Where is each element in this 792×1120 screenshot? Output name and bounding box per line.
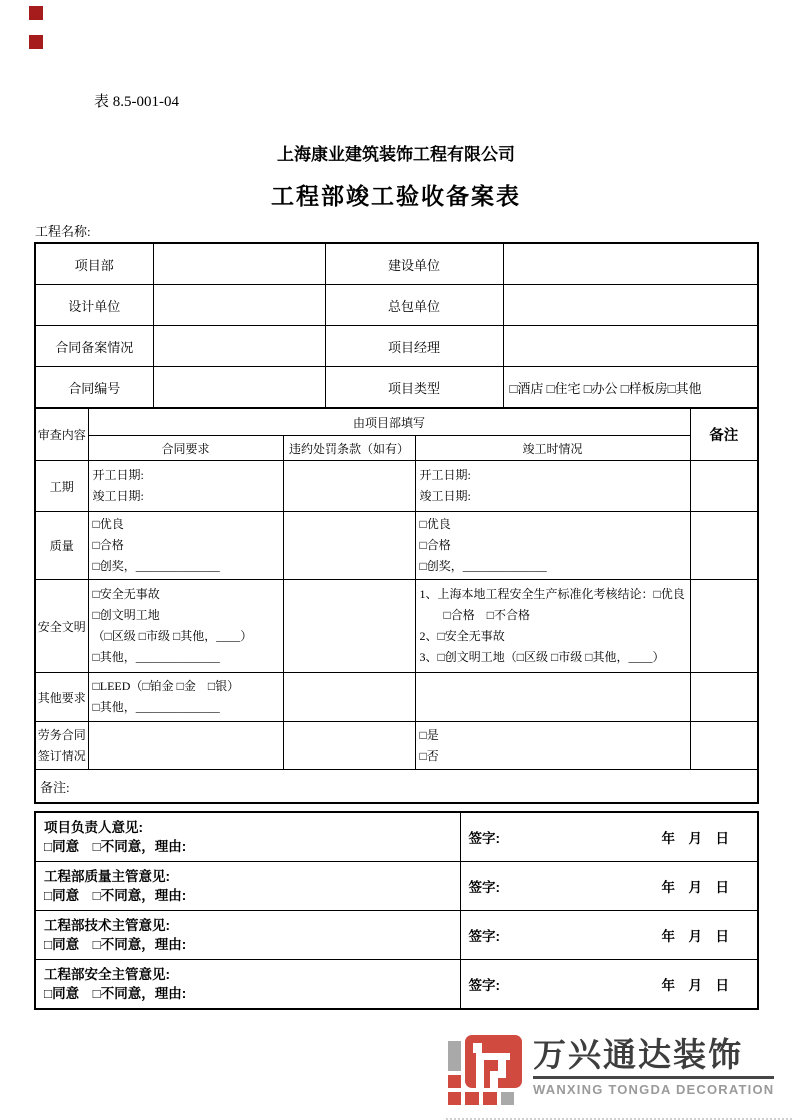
red-square-mark — [29, 6, 43, 20]
row-label: 工期 — [35, 461, 88, 512]
completion-cell — [415, 461, 690, 512]
table-row-duration — [35, 461, 758, 512]
info-value — [503, 243, 758, 285]
checkbox-option: 3、□创文明工地（□区级 □市级 □其他，____） — [419, 650, 665, 664]
checkbox-option: □创奖，______________ — [92, 559, 220, 573]
table-header-row — [35, 408, 758, 436]
signature-row — [35, 812, 758, 862]
field-line: 竣工日期: — [92, 489, 144, 503]
checkbox-option: □否 — [419, 748, 439, 763]
completion-cell — [415, 673, 690, 722]
table-row-other — [35, 673, 758, 722]
checkbox-option: □优良 — [92, 517, 124, 531]
company-title: 上海康业建筑装饰工程有限公司 — [277, 145, 515, 164]
penalty-cell — [283, 461, 415, 512]
checkbox-option: □是 — [419, 727, 439, 742]
contract-cell — [88, 461, 283, 512]
opinion-choices: □同意 □不同意，理由: — [44, 937, 187, 952]
info-value — [153, 285, 325, 326]
row-label — [35, 722, 88, 770]
sign-cell — [460, 911, 758, 960]
opinion-cell — [35, 960, 460, 1010]
table-subheader-row — [35, 436, 758, 461]
sign-label: 签字: — [468, 978, 500, 993]
checkbox-option: 1、上海本地工程安全生产标准化考核结论：□优良 — [419, 587, 685, 601]
sign-cell — [460, 862, 758, 911]
table-row-quality — [35, 512, 758, 580]
info-label: 建设单位 — [325, 243, 503, 285]
info-label: 项目部 — [35, 243, 153, 285]
contract-cell — [88, 722, 283, 770]
page-title: 工程部竣工验收备案表 — [271, 183, 521, 209]
table-row — [35, 243, 758, 285]
contract-cell — [88, 512, 283, 580]
form-code: 表 8.5-001-04 — [94, 94, 179, 110]
opinion-cell — [35, 862, 460, 911]
remark-cell — [690, 512, 758, 580]
checkbox-option: □优良 — [419, 517, 451, 531]
checkbox-option: □安全无事故 — [92, 587, 160, 601]
row-label: 质量 — [35, 512, 88, 580]
table-row — [35, 367, 758, 409]
date-label: 年 月 日 — [661, 880, 729, 895]
date-label: 年 月 日 — [661, 978, 729, 993]
checkbox-option: □合格 □不合格 — [419, 608, 530, 622]
info-label: 总包单位 — [325, 285, 503, 326]
footer-logo — [446, 1029, 792, 1120]
info-label: 合同编号 — [35, 367, 153, 409]
info-value — [503, 326, 758, 367]
row-label-line: 签订情况 — [37, 748, 86, 763]
checkbox-option: （□区级 □市级 □其他，____） — [92, 629, 253, 643]
review-table — [34, 407, 759, 804]
col-remark-header: 备注 — [690, 408, 758, 461]
penalty-cell — [283, 722, 415, 770]
opinion-choices: □同意 □不同意，理由: — [44, 986, 187, 1001]
checkbox-option: □合格 — [92, 538, 124, 552]
info-value — [153, 326, 325, 367]
row-label: 安全文明 — [35, 580, 88, 673]
contract-cell — [88, 673, 283, 722]
row-label-line: 劳务合同 — [37, 727, 86, 742]
field-line: 竣工日期: — [419, 489, 471, 503]
date-label: 年 月 日 — [661, 831, 729, 846]
info-label: 合同备案情况 — [35, 326, 153, 367]
opinion-title: 工程部质量主管意见: — [44, 869, 170, 884]
note-label: 备注: — [35, 770, 758, 804]
table-row-note — [35, 770, 758, 804]
info-label: 项目经理 — [325, 326, 503, 367]
checkbox-option: □其他，______________ — [92, 700, 220, 714]
table-row — [35, 285, 758, 326]
remark-cell — [690, 580, 758, 673]
table-row-labor — [35, 722, 758, 770]
table-row — [35, 326, 758, 367]
field-line: 开工日期: — [419, 468, 471, 482]
project-name-label: 工程名称: — [35, 224, 91, 239]
checkbox-option: □合格 — [419, 538, 451, 552]
completion-cell — [415, 580, 690, 673]
signature-row — [35, 960, 758, 1010]
red-square-mark — [29, 35, 43, 49]
signature-table — [34, 811, 759, 1010]
subheader-completion: 竣工时情况 — [415, 436, 690, 461]
subheader-contract: 合同要求 — [88, 436, 283, 461]
date-label: 年 月 日 — [661, 929, 729, 944]
checkbox-option: 2、□安全无事故 — [419, 629, 505, 643]
remark-cell — [690, 722, 758, 770]
info-label: 设计单位 — [35, 285, 153, 326]
field-line: 开工日期: — [92, 468, 144, 482]
logo-chinese-text: 万兴通达装饰 — [533, 1035, 774, 1079]
contract-cell — [88, 580, 283, 673]
opinion-cell — [35, 812, 460, 862]
row-label: 其他要求 — [35, 673, 88, 722]
checkbox-option: □其他，______________ — [92, 650, 220, 664]
signature-row — [35, 911, 758, 960]
project-type-options: □酒店 □住宅 □办公 □样板房□其他 — [503, 367, 758, 409]
col-fill-header: 由项目部填写 — [88, 408, 690, 436]
sign-label: 签字: — [468, 831, 500, 846]
table-row-safety — [35, 580, 758, 673]
info-value — [503, 285, 758, 326]
checkbox-option: □LEED（□铂金 □金 □银） — [92, 679, 240, 693]
opinion-cell — [35, 911, 460, 960]
sign-label: 签字: — [468, 929, 500, 944]
wanxing-tongda-logo-icon — [446, 1033, 524, 1112]
sign-cell — [460, 812, 758, 862]
subheader-penalty: 违约处罚条款（如有） — [283, 436, 415, 461]
opinion-title: 工程部安全主管意见: — [44, 967, 170, 982]
completion-cell — [415, 722, 690, 770]
info-label: 项目类型 — [325, 367, 503, 409]
opinion-title: 工程部技术主管意见: — [44, 918, 170, 933]
col-review-header: 审查内容 — [35, 408, 88, 461]
checkbox-option: □创文明工地 — [92, 608, 160, 622]
opinion-choices: □同意 □不同意，理由: — [44, 839, 187, 854]
opinion-title: 项目负责人意见: — [44, 820, 143, 835]
sign-cell — [460, 960, 758, 1010]
logo-english-text: WANXING TONGDA DECORATION — [533, 1082, 775, 1097]
penalty-cell — [283, 673, 415, 722]
info-value — [153, 367, 325, 409]
checkbox-option: □创奖，______________ — [419, 559, 547, 573]
completion-cell — [415, 512, 690, 580]
remark-cell — [690, 673, 758, 722]
info-value — [153, 243, 325, 285]
corner-marks — [29, 6, 43, 64]
remark-cell — [690, 461, 758, 512]
penalty-cell — [283, 580, 415, 673]
penalty-cell — [283, 512, 415, 580]
info-table — [34, 242, 759, 409]
sign-label: 签字: — [468, 880, 500, 895]
signature-row — [35, 862, 758, 911]
opinion-choices: □同意 □不同意，理由: — [44, 888, 187, 903]
